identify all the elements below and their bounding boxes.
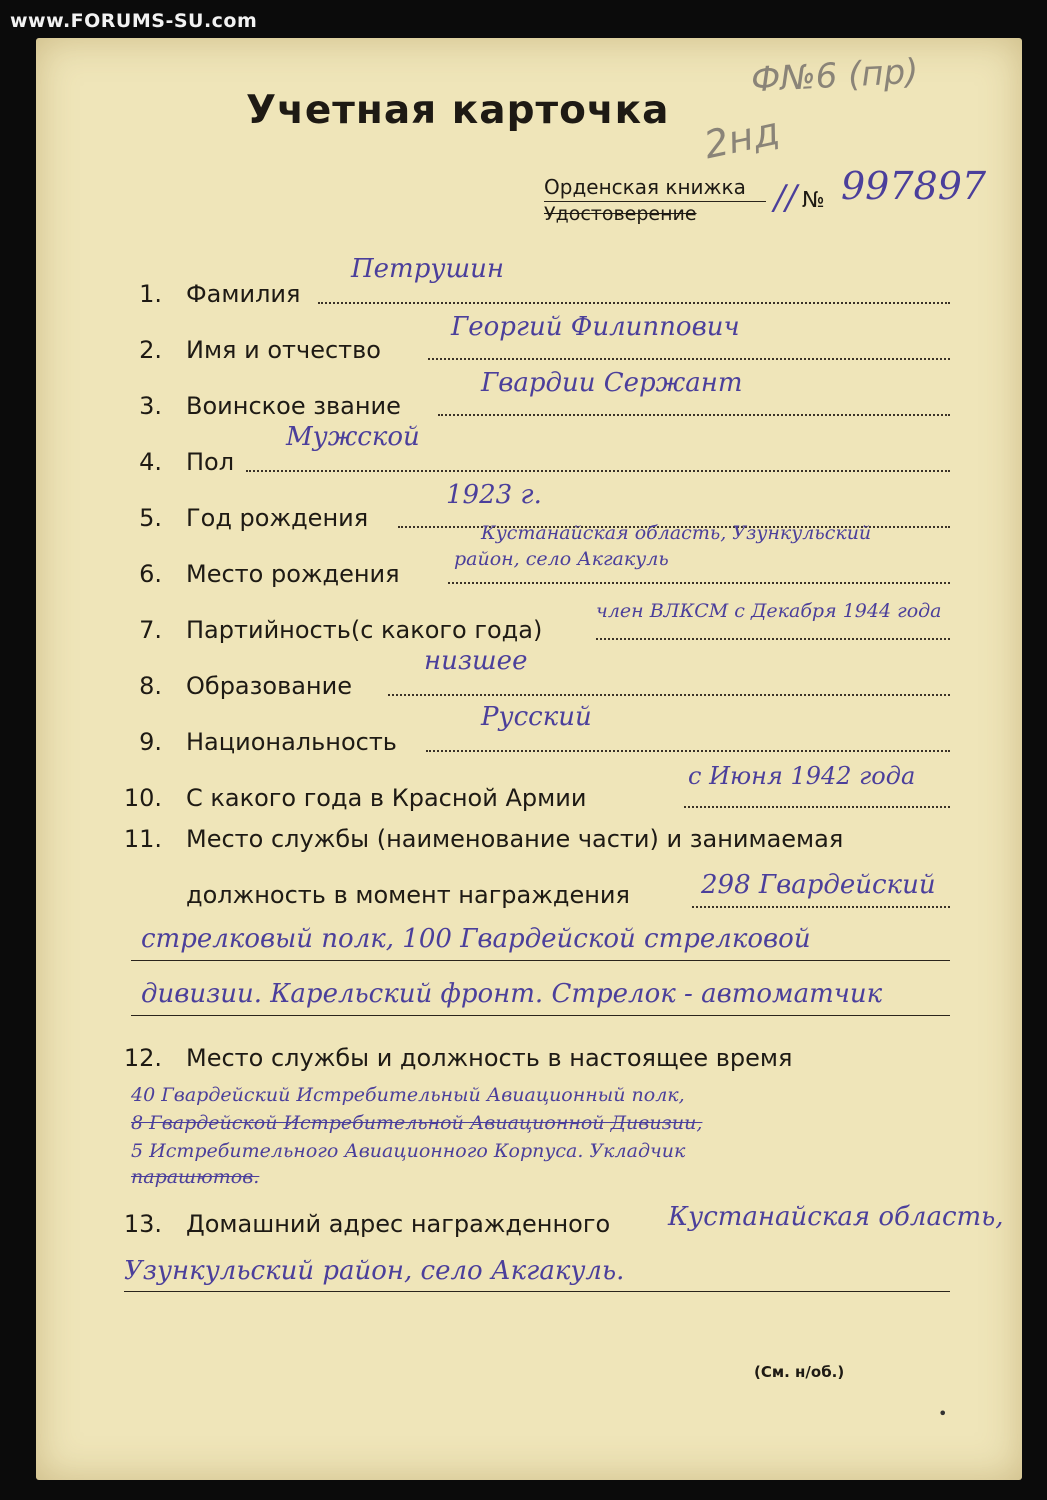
field-label: Образование bbox=[186, 672, 352, 700]
field-label-line2: должность в момент награждения bbox=[186, 881, 630, 909]
field-value: 1923 г. bbox=[446, 480, 542, 510]
field-value: Русский bbox=[481, 702, 592, 732]
field-label: Домашний адрес награжденного bbox=[186, 1210, 611, 1238]
field-label: Национальность bbox=[186, 728, 397, 756]
field-line bbox=[318, 302, 950, 304]
pencil-scribble: 2нд bbox=[700, 108, 784, 168]
field-line bbox=[428, 358, 950, 360]
field-value: с Июня 1942 года bbox=[688, 762, 916, 790]
field-value-line1: 298 Гвардейский bbox=[701, 870, 936, 900]
certificate-label-struck: Удостоверение bbox=[544, 203, 697, 225]
number-sign: № bbox=[802, 188, 825, 213]
field-name-patronymic bbox=[36, 310, 1022, 370]
field-number: 4. bbox=[139, 448, 162, 476]
field-label: Год рождения bbox=[186, 504, 369, 532]
field-value-line1: Кустанайская область, Узункульский bbox=[481, 522, 872, 544]
field-line bbox=[426, 750, 950, 752]
orden-book-number: 997897 bbox=[841, 164, 987, 208]
field-value: Петрушин bbox=[351, 254, 504, 284]
field-value-line1: Кустанайская область, bbox=[668, 1202, 1004, 1232]
field-label: Фамилия bbox=[186, 280, 301, 308]
field-line bbox=[131, 960, 950, 961]
field-number: 5. bbox=[139, 504, 162, 532]
field-line bbox=[388, 694, 950, 696]
award-record-card bbox=[36, 38, 1022, 1480]
card-title: Учетная карточка bbox=[246, 88, 670, 133]
field-value-line2: район, село Акгакуль bbox=[454, 548, 669, 570]
field-number: 6. bbox=[139, 560, 162, 588]
field-label-line1: Место службы (наименование части) и занимаемая bbox=[186, 825, 844, 853]
field-line bbox=[131, 1015, 950, 1016]
corner-mark: • bbox=[938, 1404, 948, 1423]
field-nationality bbox=[36, 702, 1022, 762]
field-label: Место рождения bbox=[186, 560, 400, 588]
field-number: 3. bbox=[139, 392, 162, 420]
pencil-reference-note: Ф№6 (пр) bbox=[750, 51, 920, 101]
orden-underline bbox=[544, 201, 766, 202]
field-value-line2: стрелковый полк, 100 Гвардейской стрелковой bbox=[141, 924, 811, 954]
field-number: 11. bbox=[123, 825, 162, 853]
field-line bbox=[438, 414, 950, 416]
field-value-line4: парашютов. bbox=[131, 1166, 260, 1188]
orden-ink-mark: // bbox=[774, 178, 797, 218]
field-value-line1: 40 Гвардейский Истребительный Авиационный полк, bbox=[131, 1084, 685, 1106]
field-number: 7. bbox=[139, 616, 162, 644]
field-value: Мужской bbox=[286, 422, 420, 452]
field-surname bbox=[36, 254, 1022, 314]
field-label: Партийность(с какого года) bbox=[186, 616, 543, 644]
field-label: Воинское звание bbox=[186, 392, 401, 420]
field-value: Гвардии Сержант bbox=[481, 368, 743, 398]
field-number: 12. bbox=[123, 1044, 162, 1072]
field-value-line3: дивизии. Карельский фронт. Стрелок - автоматчик bbox=[141, 979, 883, 1009]
field-value: Георгий Филиппович bbox=[451, 312, 740, 342]
field-value: низшее bbox=[424, 646, 528, 676]
field-birthplace bbox=[36, 522, 1022, 594]
field-number: 2. bbox=[139, 336, 162, 364]
field-value-line2: 8 Гвардейской Истребительной Авиационной Дивизии, bbox=[131, 1112, 703, 1134]
field-education bbox=[36, 646, 1022, 706]
field-army-since bbox=[36, 758, 1022, 818]
field-party bbox=[36, 590, 1022, 650]
field-number: 1. bbox=[139, 280, 162, 308]
field-line bbox=[124, 1291, 950, 1292]
field-line bbox=[684, 806, 950, 808]
field-label: Имя и отчество bbox=[186, 336, 381, 364]
field-line bbox=[448, 582, 950, 584]
field-line bbox=[596, 638, 950, 640]
field-value: член ВЛКСМ с Декабря 1944 года bbox=[596, 600, 942, 622]
field-number: 9. bbox=[139, 728, 162, 756]
field-number: 10. bbox=[123, 784, 162, 812]
orden-book-label: Орденская книжка bbox=[544, 175, 746, 199]
field-label: С какого года в Красной Армии bbox=[186, 784, 587, 812]
field-label: Место службы и должность в настоящее время bbox=[186, 1044, 793, 1072]
see-reverse-note: (См. н/об.) bbox=[754, 1363, 845, 1381]
field-value-line2: Узункульский район, село Акгакуль. bbox=[124, 1256, 625, 1286]
field-sex bbox=[36, 422, 1022, 482]
field-number: 13. bbox=[123, 1210, 162, 1238]
field-line bbox=[246, 470, 950, 472]
field-line bbox=[692, 906, 950, 908]
field-label: Пол bbox=[186, 448, 235, 476]
field-number: 8. bbox=[139, 672, 162, 700]
watermark: www.FORUMS-SU.com bbox=[10, 10, 258, 32]
field-value-line3: 5 Истребительного Авиационного Корпуса. Укладчик bbox=[131, 1140, 686, 1162]
field-rank bbox=[36, 366, 1022, 426]
